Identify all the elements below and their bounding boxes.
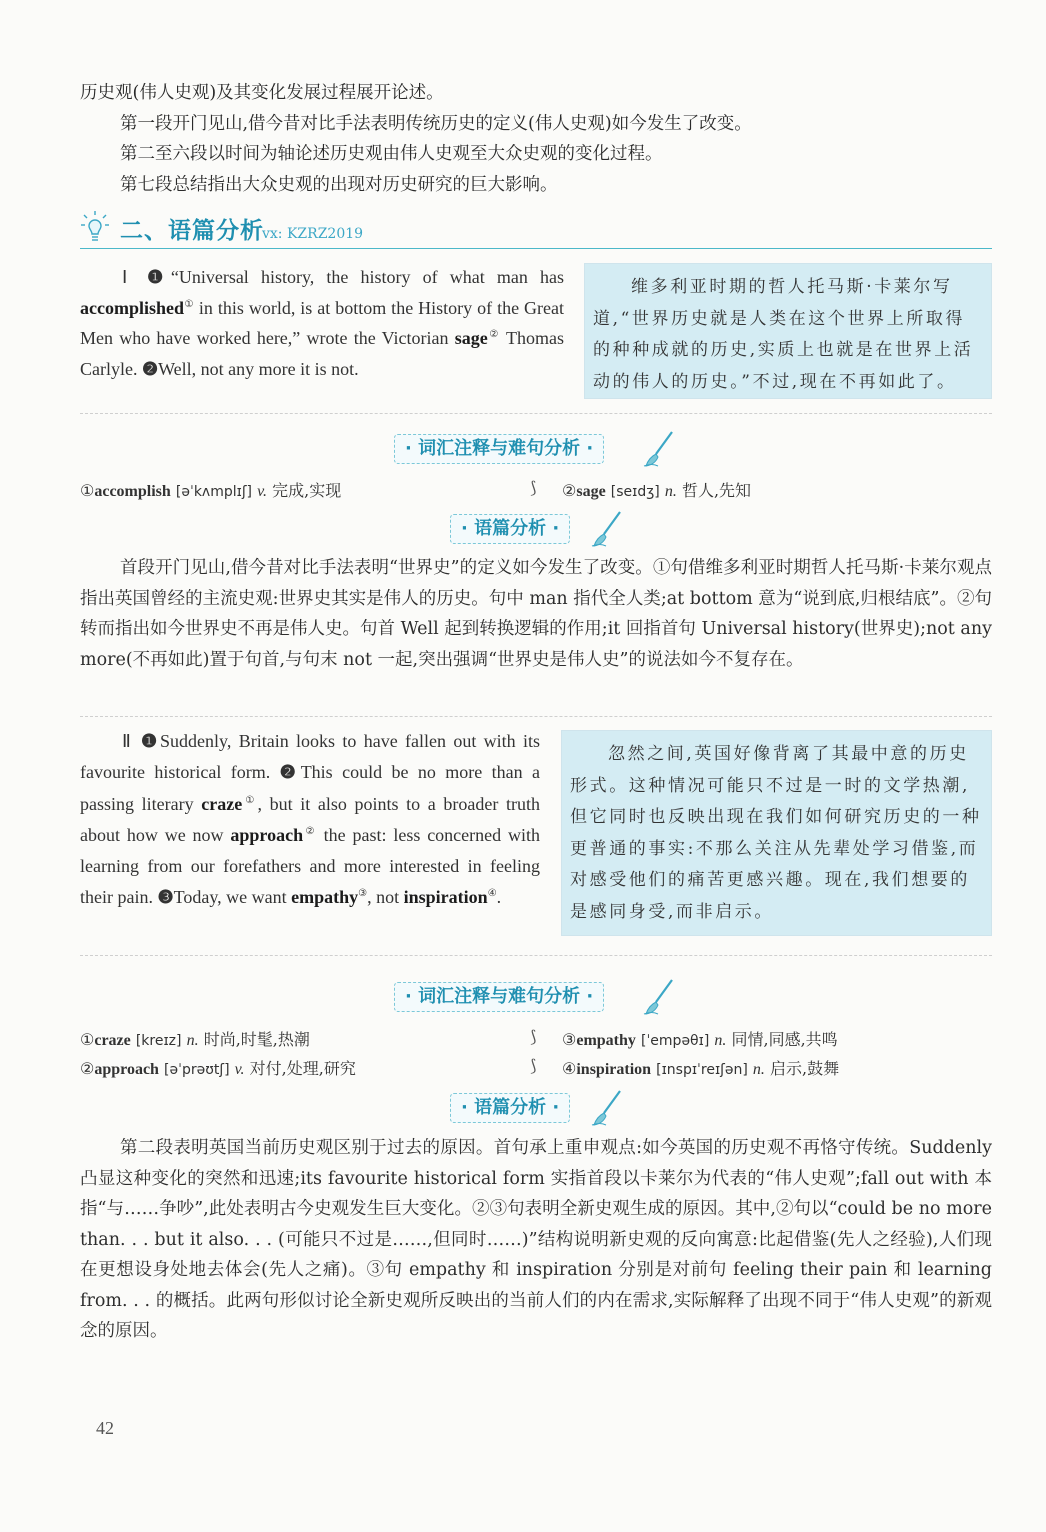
intro-block <box>80 78 992 200</box>
vocab-pos: n. <box>664 483 677 500</box>
vocab-entry <box>80 478 341 501</box>
vocab-num: ① <box>80 481 95 500</box>
vocab-ipa: [kreɪz] <box>135 1033 182 1049</box>
vocab-meaning: 完成,实现 <box>272 481 342 500</box>
separator-icon: ⟆ <box>530 478 537 497</box>
text-run: , not <box>367 887 404 908</box>
vocab-entry <box>562 1027 838 1050</box>
analysis-text: 第二段表明英国当前历史观区别于过去的原因。首句承上重申观点:如今英国的历史观不再恪守传统。Suddenly 凸显这种变化的突然和迅速;its favourite historical form 实指首段以卡莱尔为代表的“伟人史观”;fall out with 本指“与……争吵”,此处表明古今史观发生巨大变化。②③句表明全新史观生成的原因。其中,②句以“could be no more than. . . but it also. . . (可能只不过是……,但同时……)”结构说明新史观的反向寓意:比起借鉴(先人之经验),人们现在更想设身处地去体会(先人之痛)。③句 empathy 和 inspiration 分别是对前句 feeling their pain 和 learning from. . . 的概括。此两句形似讨论全新史观所反映出的当前人们的内在需求,实际解释了出现不同于“伟人史观”的新观念的原因。 <box>80 1138 992 1341</box>
brush-icon <box>590 1089 624 1127</box>
watermark: vx: KZRZ2019 <box>262 226 364 242</box>
english-paragraph-2 <box>80 726 540 914</box>
vocab-num: ③ <box>562 1030 577 1049</box>
vocab-pos: v. <box>234 1061 245 1078</box>
sentence-number: ❶ <box>147 267 171 287</box>
english-paragraph-1 <box>80 262 564 384</box>
footnote-mark: ① <box>242 794 258 806</box>
vocab-num: ④ <box>562 1059 577 1078</box>
vocab-word: inspiration <box>403 887 488 908</box>
vocab-ipa: [seɪdʒ] <box>610 484 660 500</box>
translation-box-1 <box>584 263 992 399</box>
translation-box-2 <box>561 730 992 936</box>
vocab-entry <box>80 1027 310 1050</box>
analysis-paragraph-2 <box>80 1133 992 1347</box>
separator-icon: ⟆ <box>530 1056 537 1075</box>
vocab-ipa: [ɪnspɪˈreɪʃən] <box>656 1062 748 1078</box>
divider <box>80 955 992 956</box>
text-run: Thomas Carlyle. <box>80 328 564 379</box>
page-number: 42 <box>96 1418 114 1438</box>
text-run: Today, we want <box>173 887 292 908</box>
vocab-meaning: 同情,同感,共鸣 <box>731 1030 838 1049</box>
analysis-text: 首段开门见山,借今昔对比手法表明“世界史”的定义如今发生了改变。①句借维多利亚时期哲人托马斯·卡莱尔观点指出英国曾经的主流史观:世界史其实是伟人的历史。句中 man 指代全人类;at bottom 意为“说到底,归根结底”。②句转而指出如今世界史不再是伟人史。句首 Well 起到转换逻辑的作用;it 回指首句 Universal history(世界史);not any more(不再如此)置于句首,与句末 not 一起,突出强调“世界史是伟人史”的说法如今不复存在。 <box>80 558 992 670</box>
roman-numeral: Ⅰ <box>122 267 135 287</box>
sentence-number: ❶ <box>141 731 161 751</box>
vocab-pos: n. <box>186 1032 199 1049</box>
vocab-word: craze <box>201 793 243 814</box>
divider <box>80 413 992 414</box>
footnote-mark: ① <box>184 298 194 310</box>
vocab-pos: v. <box>257 483 268 500</box>
vocab-meaning: 时尚,时髦,热潮 <box>203 1030 310 1049</box>
vocab-word: sage <box>454 328 488 348</box>
vocab-entry <box>80 1056 356 1079</box>
sentence-number: ❸ <box>157 887 174 908</box>
footnote-mark: ③ <box>358 888 368 900</box>
text-run: in this world, is at bottom the History of the Great Men who have worked here,” wrote the Victorian <box>80 297 564 348</box>
intro-line: 第七段总结指出大众史观的出现对历史研究的巨大影响。 <box>120 174 558 195</box>
vocab-badge: · 词汇注释与难句分析 · <box>394 982 604 1012</box>
intro-line: 历史观(伟人史观)及其变化发展过程展开论述。 <box>80 83 444 103</box>
vocab-word: empathy <box>576 1032 636 1049</box>
brush-icon <box>590 510 624 548</box>
analysis-badge: · 语篇分析 · <box>450 1093 570 1123</box>
vocab-word: approach <box>94 1061 159 1078</box>
separator-icon: ⟆ <box>530 1027 537 1046</box>
brush-icon <box>642 978 676 1016</box>
analysis-paragraph-1 <box>80 553 992 675</box>
divider <box>80 716 992 717</box>
vocab-entry <box>562 1056 839 1079</box>
text-run: . <box>496 887 502 908</box>
sentence-number: ❷ <box>141 358 159 379</box>
text-run: This could be no more than a passing literary <box>80 762 541 814</box>
vocab-word: craze <box>94 1032 131 1049</box>
text-run: Suddenly, Britain looks to have fallen out with its favourite historical form. <box>80 731 541 783</box>
vocab-meaning: 哲人,先知 <box>681 481 752 500</box>
vocab-num: ② <box>562 481 577 500</box>
analysis-badge: · 语篇分析 · <box>450 514 570 544</box>
vocab-word: sage <box>576 483 606 500</box>
vocab-entry <box>562 478 751 501</box>
translation-text: 维多利亚时期的哲人托马斯·卡莱尔写道,“世界历史就是人类在这个世界上所取得的种种成就的历史,实质上也就是在世界上活动的伟人的历史。”不过,现在不再如此了。 <box>593 277 974 392</box>
vocab-word: accomplished <box>80 297 185 318</box>
vocab-word: inspiration <box>576 1061 652 1078</box>
footnote-mark: ② <box>487 329 501 340</box>
footnote-mark: ④ <box>487 888 497 900</box>
vocab-word: accomplish <box>94 483 171 500</box>
vocab-word: approach <box>230 824 304 845</box>
vocab-ipa: [əˈprəʊtʃ] <box>164 1062 230 1078</box>
text-run: the past: less concerned with learning from our forefathers and more interested in feeling their pain. <box>80 824 540 908</box>
section-header <box>80 208 992 249</box>
vocab-badge: · 词汇注释与难句分析 · <box>394 434 604 464</box>
lightbulb-icon <box>80 210 110 246</box>
text-run: , but it also points to a broader truth about how we now <box>80 793 540 845</box>
text-run: “Universal history, the history of what man has <box>170 267 564 287</box>
vocab-word: empathy <box>291 887 359 908</box>
vocab-num: ① <box>80 1030 95 1049</box>
vocab-ipa: [ˈempəθɪ] <box>641 1033 710 1049</box>
sentence-number: ❷ <box>279 762 301 783</box>
vocab-ipa: [əˈkʌmplɪʃ] <box>175 484 252 500</box>
brush-icon <box>642 430 676 468</box>
translation-text: 忽然之间,英国好像背离了其最中意的历史形式。这种情况可能只不过是一时的文学热潮,但它同时也反映出现在我们如何研究历史的一种更普通的事实:不那么关注从先辈处学习借鉴,而对感受他们的痛苦更感兴趣。现在,我们想要的是感同身受,而非启示。 <box>570 744 982 922</box>
section-title: 二、语篇分析 <box>120 218 264 244</box>
vocab-meaning: 对付,处理,研究 <box>249 1059 356 1078</box>
intro-line: 第一段开门见山,借今昔对比手法表明传统历史的定义(伟人史观)如今发生了改变。 <box>120 113 752 134</box>
footnote-mark: ② <box>303 825 317 837</box>
intro-line: 第二至六段以时间为轴论述历史观由伟人史观至大众史观的变化过程。 <box>120 144 663 164</box>
text-run: Well, not any more it is not. <box>158 358 359 379</box>
roman-numeral: Ⅱ <box>122 731 134 751</box>
vocab-pos: n. <box>714 1032 727 1049</box>
vocab-meaning: 启示,鼓舞 <box>770 1059 840 1078</box>
vocab-num: ② <box>80 1059 95 1078</box>
vocab-pos: n. <box>752 1061 765 1078</box>
